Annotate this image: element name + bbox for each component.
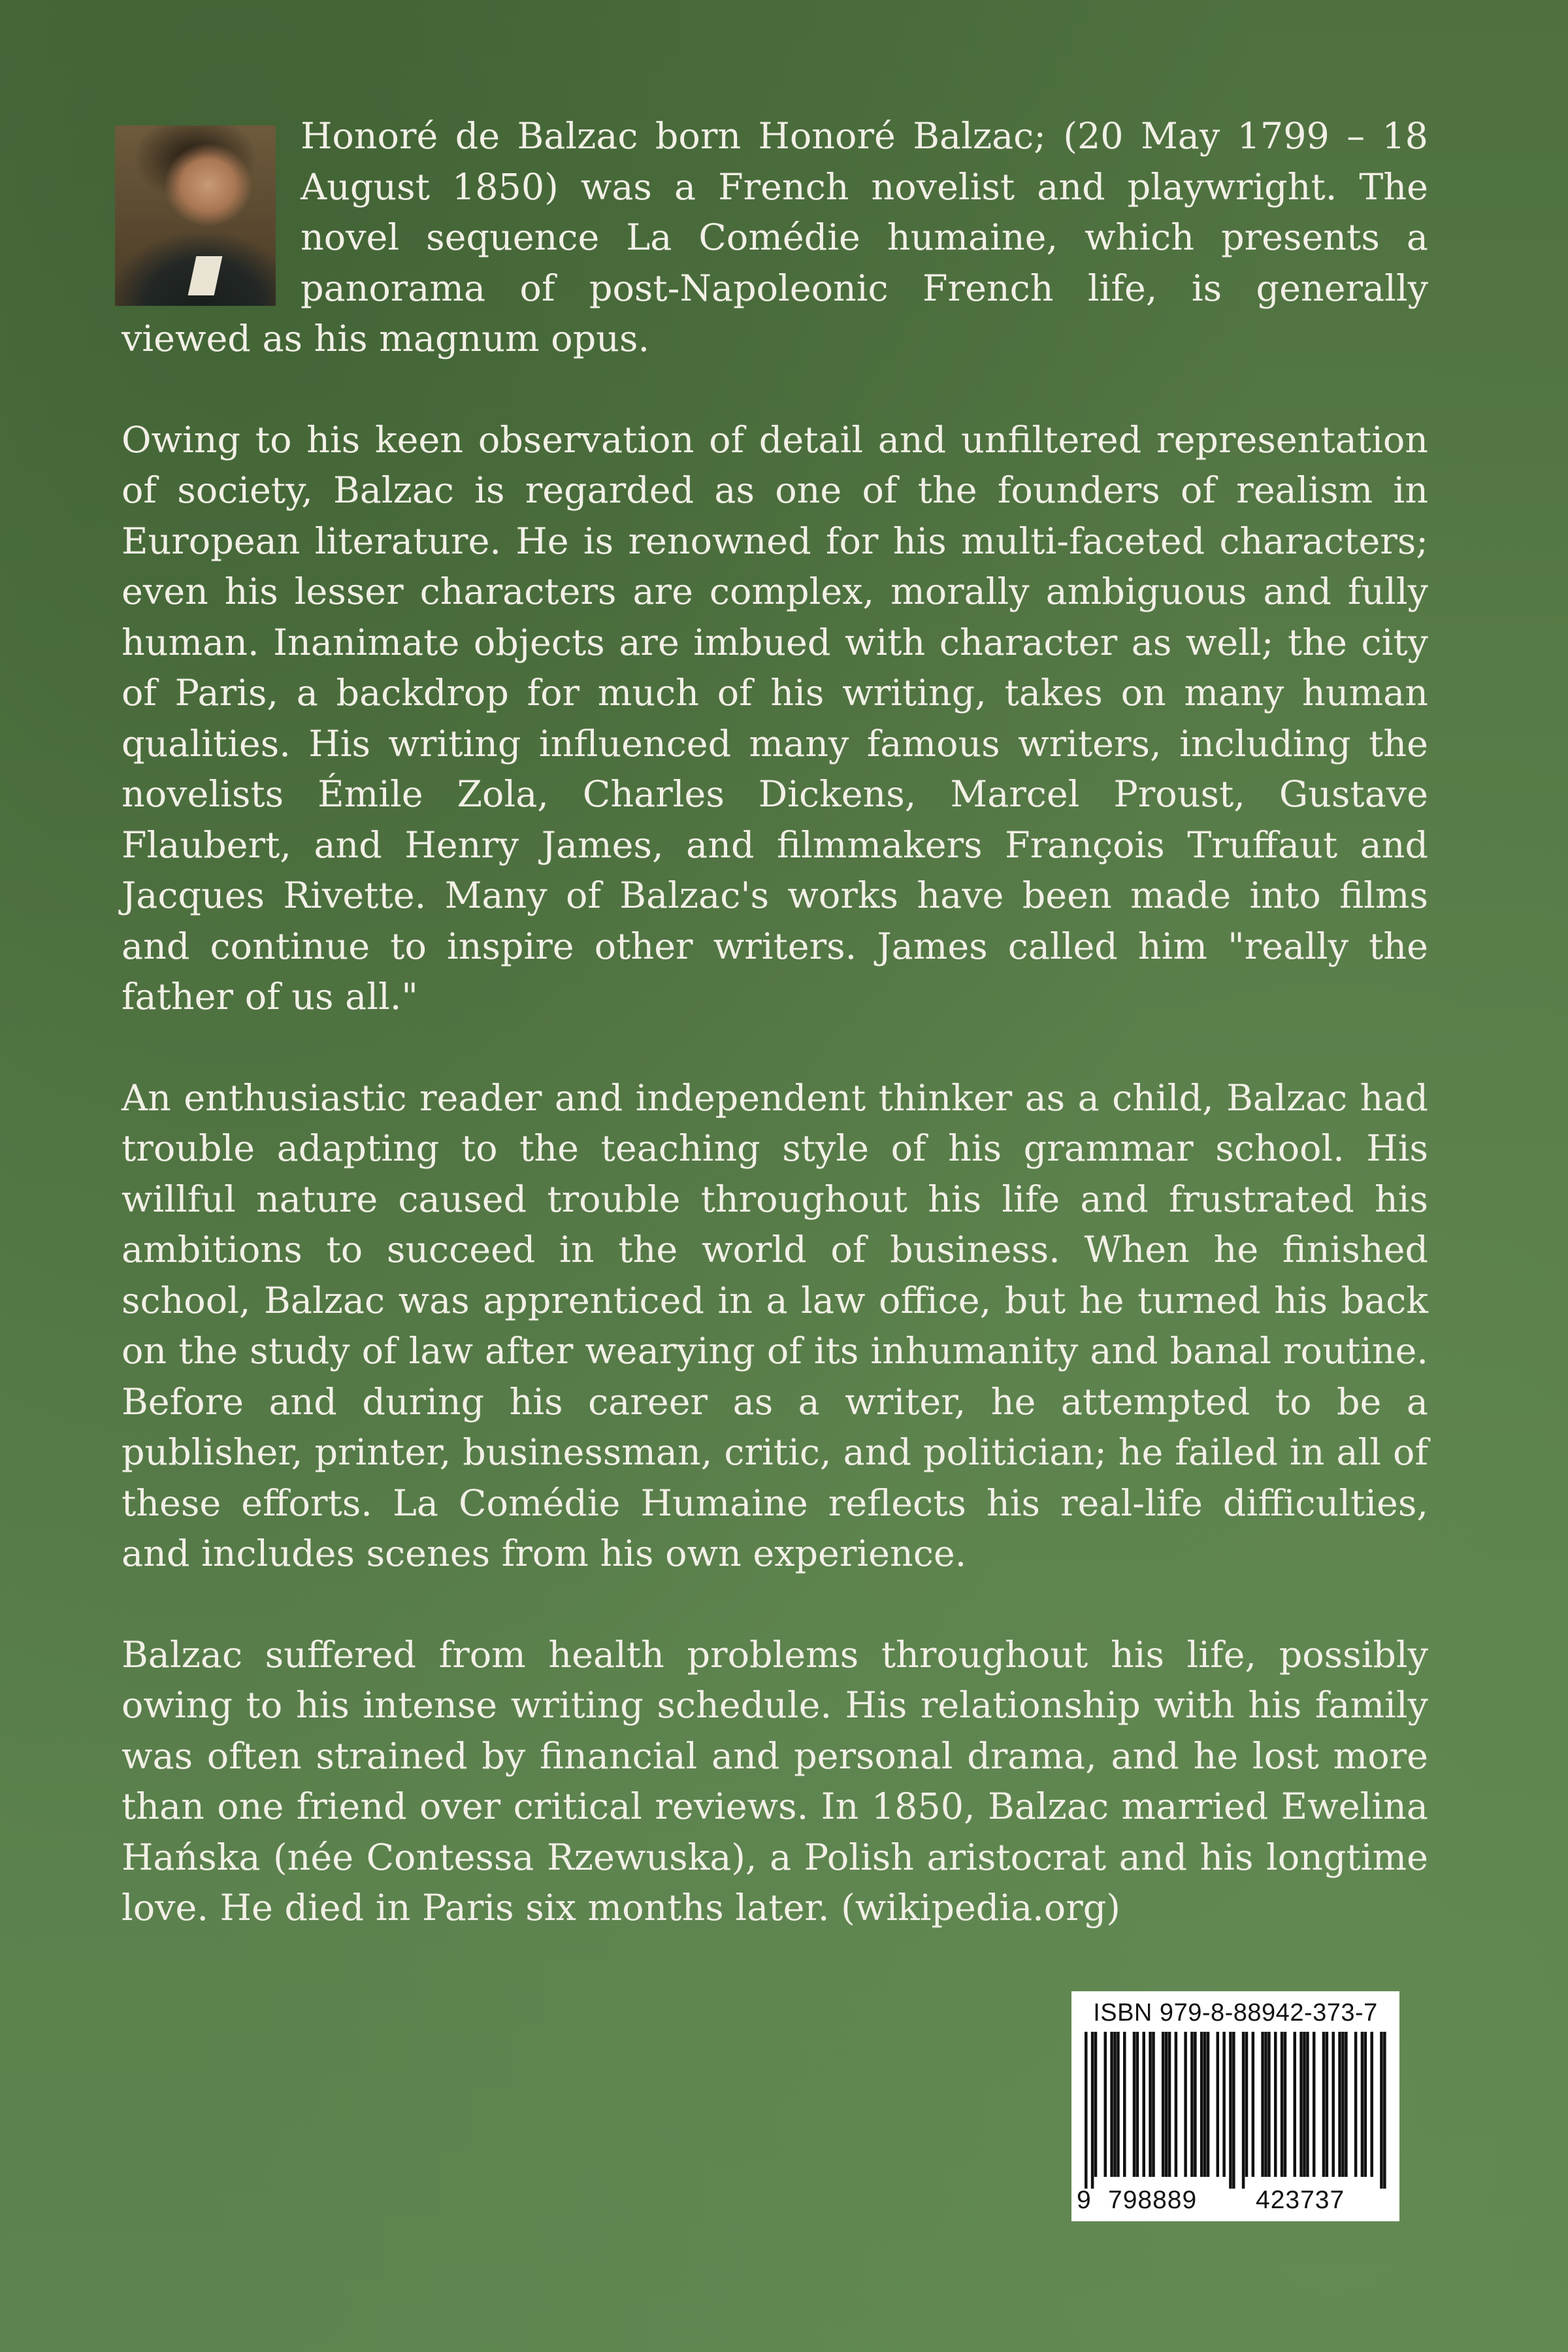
barcode-digits bbox=[1071, 2186, 1399, 2216]
barcode-bar bbox=[1364, 2032, 1367, 2177]
barcode-bar bbox=[1264, 2032, 1267, 2177]
barcode-bar bbox=[1274, 2032, 1277, 2177]
barcode-bar bbox=[1094, 2032, 1098, 2177]
barcode-bar bbox=[1281, 2032, 1284, 2177]
barcode-bar bbox=[1303, 2032, 1306, 2177]
barcode-bar bbox=[1142, 2032, 1145, 2177]
barcode-bar bbox=[1152, 2032, 1155, 2177]
barcode-bar bbox=[1162, 2032, 1165, 2177]
barcode-bar bbox=[1110, 2032, 1113, 2177]
blurb-paragraph-3: An enthusiastic reader and independent thinker as a child, Balzac had trouble adapting to the teaching style of his grammar school. His willful nature caused trouble throughout his life and frustrated his ambitions to succeed in the world of business. When he finished school, Balzac was apprenticed in a law office, but he turned his back on the study of law after wearying of its inhumanity and banal routine. Before and during his career as a writer, he attempted to be a publisher, printer, businessman, critic, and politician; he failed in all of these efforts. La Comédie Humaine reflects his real-life difficulties, and includes scenes from his own experience. bbox=[122, 1076, 1428, 1575]
barcode-bar bbox=[1091, 2032, 1094, 2189]
barcode-bar bbox=[1345, 2032, 1348, 2177]
barcode-bar bbox=[1306, 2032, 1309, 2177]
barcode-bar bbox=[1207, 2032, 1210, 2177]
barcode-bar bbox=[1117, 2032, 1120, 2177]
barcode-bar bbox=[1165, 2032, 1168, 2177]
barcode-digits-left: 798889 bbox=[1108, 2186, 1198, 2214]
blurb-paragraph-2: Owing to his keen observation of detail and unfiltered representation of society, Balzac is regarded as one of the founders of realism in European literature. He is renowned for his multi-faceted characters; even his lesser characters are complex, morally ambiguous and fully human. Inanimate objects are imbued with character as well; the city of Paris, a backdrop for much of his writing, takes on many human qualities. His writing influenced many famous writers, including the novelists Émile Zola, Charles Dickens, Marcel Proust, Gustave Flaubert, and Henry James, and filmmakers François Truffaut and Jacques Rivette. Many of Balzac's works have been made into films and continue to inspire other writers. James called him "really the father of us all." bbox=[122, 418, 1428, 1018]
barcode-bar bbox=[1203, 2032, 1207, 2177]
barcode-digits-right: 423737 bbox=[1256, 2186, 1345, 2214]
barcode-bar bbox=[1217, 2032, 1220, 2177]
blurb-paragraph-1 bbox=[122, 111, 1428, 365]
barcode-bar bbox=[1261, 2032, 1264, 2177]
barcode-bar bbox=[1326, 2032, 1329, 2177]
barcode-bar bbox=[1190, 2032, 1194, 2177]
barcode-bar bbox=[1322, 2032, 1326, 2177]
barcode-bar bbox=[1103, 2032, 1107, 2177]
barcode-bar bbox=[1284, 2032, 1287, 2177]
isbn-label: ISBN 979-8-88942-373-7 bbox=[1093, 1999, 1378, 2027]
barcode-bar bbox=[1331, 2032, 1335, 2177]
barcode-bar bbox=[1252, 2032, 1255, 2177]
barcode-digit-first: 9 bbox=[1077, 2186, 1092, 2214]
barcode-bar bbox=[1242, 2032, 1245, 2189]
author-portrait bbox=[115, 125, 276, 306]
blurb-paragraph-1-text: Honoré de Balzac born Honoré Balzac; (20 May 1799 – 18 August 1850) was a French novelist and playwright. The novel sequence La Comédie humaine, which presents a panorama of post-Napoleonic French life, is generally viewed as his magnum opus. bbox=[122, 115, 1428, 360]
barcode-bar bbox=[1149, 2032, 1152, 2177]
barcode-bar bbox=[1338, 2032, 1341, 2177]
barcode-bar bbox=[1136, 2032, 1139, 2177]
barcode-bar bbox=[1133, 2032, 1136, 2177]
barcode-bar bbox=[1113, 2032, 1117, 2177]
barcode-bar bbox=[1175, 2032, 1178, 2177]
barcode-bar bbox=[1085, 2032, 1088, 2189]
barcode-bars bbox=[1085, 2032, 1386, 2189]
barcode-bar bbox=[1194, 2032, 1197, 2177]
barcode-bar bbox=[1245, 2032, 1249, 2177]
barcode-bar bbox=[1293, 2032, 1296, 2177]
barcode-bar bbox=[1383, 2032, 1386, 2189]
barcode-bar bbox=[1200, 2032, 1203, 2177]
barcode-bar bbox=[1313, 2032, 1316, 2177]
barcode-bar bbox=[1184, 2032, 1187, 2177]
barcode-bar bbox=[1222, 2032, 1226, 2177]
isbn-barcode bbox=[1071, 1991, 1399, 2221]
barcode-bar bbox=[1361, 2032, 1364, 2177]
barcode-bar bbox=[1123, 2032, 1126, 2177]
portrait-collar bbox=[188, 256, 223, 295]
barcode-bar bbox=[1299, 2032, 1303, 2177]
blurb-paragraph-4: Balzac suffered from health problems throughout his life, possibly owing to his intense writing schedule. His relationship with his family was often strained by financial and personal drama, and he lost more than one friend over critical reviews. In 1850, Balzac married Ewelina Hańska (née Contessa Rzewuska), a Polish aristocrat and his longtime love. He died in Paris six months later. (wikipedia.org) bbox=[122, 1633, 1428, 1929]
barcode-bar bbox=[1168, 2032, 1171, 2177]
barcode-bar bbox=[1232, 2032, 1235, 2189]
barcode-bar bbox=[1354, 2032, 1358, 2177]
barcode-bar bbox=[1370, 2032, 1373, 2177]
barcode-bar bbox=[1229, 2032, 1232, 2189]
blurb-text bbox=[122, 111, 1428, 1984]
barcode-bar bbox=[1267, 2032, 1271, 2177]
barcode-bar bbox=[1380, 2032, 1383, 2189]
barcode-bar bbox=[1341, 2032, 1345, 2177]
